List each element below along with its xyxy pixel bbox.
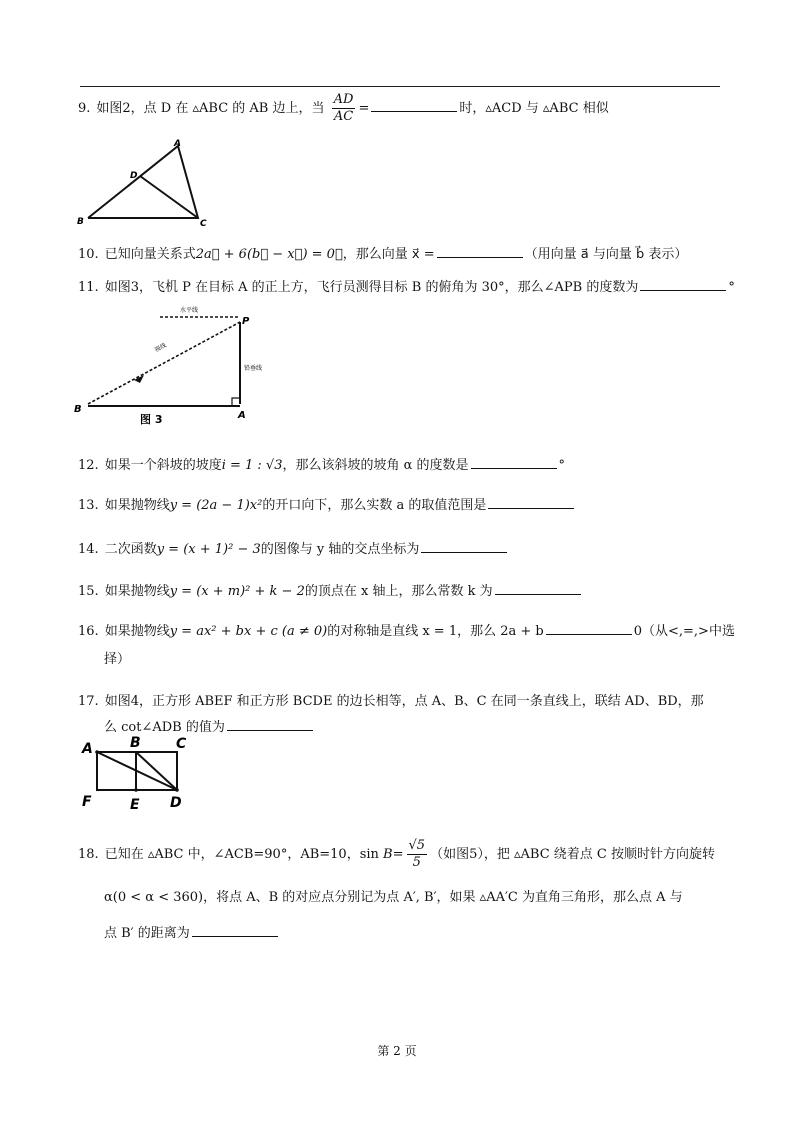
- question-16: [78, 620, 735, 642]
- question-14: [78, 538, 722, 560]
- answer-blank[interactable]: [227, 716, 313, 731]
- figure-2-triangle: [76, 138, 216, 230]
- question-number: 13.: [78, 498, 99, 513]
- question-text: 如果一个斜坡的坡度: [104, 458, 222, 473]
- equals-sign: =: [392, 847, 404, 862]
- equals-sign: =: [358, 101, 370, 116]
- fraction-numerator: √5: [408, 838, 426, 853]
- figure-4-squares: [80, 732, 200, 812]
- question-number: 11.: [78, 280, 99, 295]
- answer-blank[interactable]: [437, 243, 523, 258]
- question-number: 15.: [78, 584, 99, 599]
- answer-blank[interactable]: [371, 97, 457, 112]
- fraction-denominator: AC: [333, 109, 354, 124]
- answer-blank[interactable]: [640, 276, 726, 291]
- answer-blank[interactable]: [546, 620, 632, 635]
- label-a: A: [238, 410, 246, 421]
- question-number: 12.: [78, 458, 99, 473]
- question-16-line2: [104, 650, 722, 670]
- question-text-end: 的图像与 y 轴的交点坐标为: [260, 542, 420, 557]
- slope-expression: i = 1 : √3: [221, 458, 283, 473]
- label-a: A: [174, 139, 181, 149]
- question-9: [78, 92, 722, 125]
- fraction-denominator: 5: [412, 855, 421, 870]
- question-18-line3: [104, 922, 722, 944]
- question-18-line2: [104, 888, 722, 908]
- question-text: 如果抛物线: [104, 624, 170, 639]
- question-text-continued: 么 cot∠ADB 的值为: [104, 720, 225, 735]
- label-p: P: [242, 316, 250, 327]
- label-d: D: [170, 795, 182, 811]
- answer-blank[interactable]: [495, 580, 581, 595]
- fraction-numerator: AD: [333, 92, 354, 107]
- question-text-continued: 择）: [104, 652, 131, 667]
- figure-3-airplane: [72, 300, 282, 430]
- label-b: B: [74, 404, 82, 415]
- answer-blank[interactable]: [488, 494, 574, 509]
- answer-blank[interactable]: [421, 538, 507, 553]
- answer-blank[interactable]: [192, 922, 278, 937]
- question-text: 二次函数: [104, 542, 157, 557]
- question-text: 如果抛物线: [104, 498, 170, 513]
- question-11: [78, 276, 735, 298]
- question-number: 14.: [78, 542, 99, 557]
- answer-blank[interactable]: [471, 454, 557, 469]
- question-text-continued: 点 B′ 的距离为: [104, 926, 190, 941]
- question-text-continued: α(0 < α < 360)，将点 A、B 的对应点分别记为点 A′, B′，如果 ▵AA′C 为直角三角形，那么点 A 与: [104, 890, 683, 905]
- question-text: 如图4，正方形 ABEF 和正方形 BCDE 的边长相等，点 A、B、C 在同一条直线上，联结 AD、BD，那: [104, 694, 704, 709]
- label-d: D: [130, 171, 138, 181]
- question-text: 已知在 ▵ABC 中，∠ACB=90°，AB=10，sin: [104, 847, 379, 862]
- header-rule: [80, 86, 720, 87]
- question-text: 如果抛物线: [104, 584, 170, 599]
- question-text: 如图2，点 D 在 ▵ABC 的 AB 边上，当: [96, 101, 325, 116]
- question-text-mid: ，那么向量 x⃗ =: [342, 247, 435, 262]
- question-number: 10.: [78, 247, 99, 262]
- fraction-ad-ac: [332, 92, 356, 125]
- label-sightline: 视线: [153, 341, 168, 354]
- label-c: C: [176, 736, 187, 752]
- label-e: E: [130, 797, 140, 812]
- parabola-expression: y = ax² + bx + c (a ≠ 0): [169, 624, 328, 639]
- label-vertical: 铅垂线: [244, 365, 263, 372]
- question-text: 如图3，飞机 P 在目标 A 的正上方，飞行员测得目标 B 的俯角为 30°，那么∠APB 的度数为: [104, 280, 639, 295]
- question-text-mid: （如图5），把 ▵ABC 绕着点 C 按顺时针方向旋转: [430, 847, 715, 862]
- sin-variable: B: [383, 847, 393, 862]
- label-b: B: [130, 735, 141, 751]
- question-13: [78, 494, 722, 516]
- label-horizontal: 水平线: [180, 307, 199, 314]
- page-footer: 第 2 页: [377, 1044, 417, 1058]
- question-18: [78, 838, 722, 871]
- figure-caption: 图 3: [140, 413, 163, 426]
- question-text-end: （用向量 a⃗ 与向量 b⃗ 表示）: [524, 247, 688, 262]
- question-17: [78, 692, 722, 712]
- question-text-end: 0（从<,=,>中选: [633, 624, 735, 639]
- fraction-sqrt5-5: [407, 838, 428, 871]
- quadratic-expression: y = (x + 1)² − 3: [156, 542, 261, 557]
- parabola-expression: y = (2a − 1)x²: [169, 498, 263, 513]
- question-text-mid: ，那么该斜坡的坡角 α 的度数是: [282, 458, 469, 473]
- label-b: B: [77, 217, 84, 227]
- label-c: C: [200, 219, 207, 229]
- question-10: [78, 243, 722, 265]
- question-text-end: °: [728, 280, 735, 295]
- question-text-end: 的顶点在 x 轴上，那么常数 k 为: [304, 584, 493, 599]
- question-number: 17.: [78, 694, 99, 709]
- question-text-end: °: [558, 458, 566, 473]
- question-number: 18.: [78, 847, 99, 862]
- question-text-mid: 的对称轴是直线 x = 1，那么 2a + b: [327, 624, 544, 639]
- label-f: F: [82, 794, 92, 810]
- question-15: [78, 580, 722, 602]
- vector-expression: 2a⃗ + 6(b⃗ − x⃗) = 0⃗: [195, 247, 343, 262]
- question-text-end: 时，▵ACD 与 ▵ABC 相似: [459, 101, 609, 116]
- question-12: [78, 454, 722, 476]
- label-a: A: [82, 741, 93, 757]
- parabola-expression: y = (x + m)² + k − 2: [169, 584, 305, 599]
- question-text-end: 的开口向下，那么实数 a 的取值范围是: [262, 498, 487, 513]
- question-text: 已知向量关系式: [104, 247, 196, 262]
- question-number: 9.: [78, 101, 91, 116]
- question-number: 16.: [78, 624, 99, 639]
